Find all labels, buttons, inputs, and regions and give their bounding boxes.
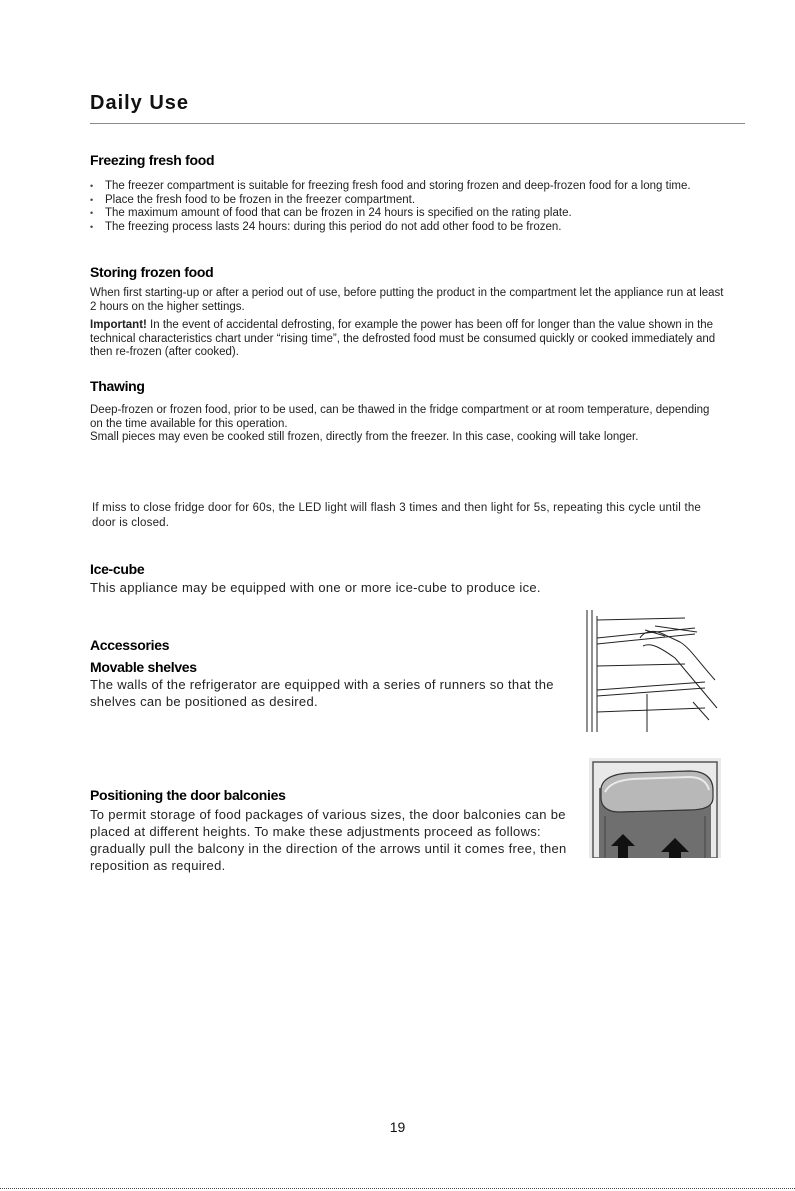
list-item: • The freezer compartment is suitable for freezing fresh food and storing frozen and deep-frozen food for a long time.: [90, 180, 745, 194]
movable-shelves-heading: Movable shelves: [90, 659, 197, 675]
list-item: • The freezing process lasts 24 hours: during this period do not add other food to be frozen.: [90, 221, 745, 235]
section-icecube: [90, 561, 730, 596]
thawing-paragraph-2: Small pieces may even be cooked still frozen, directly from the freezer. In this case, cooking will take longer.: [90, 431, 639, 443]
title-divider: [90, 123, 745, 124]
balcony-illustration: [589, 758, 721, 858]
bottom-dotted-border: [0, 1188, 795, 1189]
important-text: In the event of accidental defrosting, for example the power has been off for longer than the value shown in the technical characteristics chart under “rising time”, the defrosted food must be consumed quickly or cooked immediately and then re-frozen (after cooked).: [90, 319, 716, 358]
section-balconies: [90, 787, 575, 874]
important-paragraph: [90, 319, 730, 360]
thawing-paragraph-1: Deep-frozen or frozen food, prior to be used, can be thawed in the fridge compartment or at room temperature, depending on the time available for this operation.: [90, 404, 710, 430]
icecube-heading: Ice-cube: [90, 561, 145, 577]
accessories-heading: Accessories: [90, 637, 170, 653]
section-storing: [90, 264, 730, 360]
icecube-text: This appliance may be equipped with one or more ice-cube to produce ice.: [90, 580, 541, 595]
page-number: 19: [389, 1119, 406, 1135]
list-item: • The maximum amount of food that can be frozen in 24 hours is specified on the rating plate.: [90, 207, 745, 221]
thawing-heading: Thawing: [90, 378, 145, 394]
shelf-illustration: [585, 608, 720, 736]
freezing-list: [90, 180, 745, 234]
section-freezing: [90, 152, 745, 234]
storing-paragraph: When first starting-up or after a period out of use, before putting the product in the compartment let the appliance run at least 2 hours on the higher settings.: [90, 287, 724, 313]
page-title: Daily Use: [90, 92, 190, 114]
storing-heading: Storing frozen food: [90, 264, 214, 280]
section-thawing: [90, 378, 720, 445]
movable-shelves-text: The walls of the refrigerator are equipped with a series of runners so that the shelves can be positioned as desired.: [90, 677, 554, 709]
freezing-heading: Freezing fresh food: [90, 152, 215, 168]
balconies-text: To permit storage of food packages of various sizes, the door balconies can be placed at different heights. To make these adjustments proceed as follows: gradually pull the balcony in the direction of the arrows until it comes free, then reposition as required.: [90, 807, 567, 873]
section-accessories: [90, 637, 565, 710]
important-label: Important!: [90, 319, 147, 331]
balconies-heading: Positioning the door balconies: [90, 787, 286, 803]
door-alarm-note: If miss to close fridge door for 60s, the LED light will flash 3 times and then light for 5s, repeating this cycle until the door is closed.: [92, 502, 702, 529]
list-item: • Place the fresh food to be frozen in the freezer compartment.: [90, 194, 745, 208]
